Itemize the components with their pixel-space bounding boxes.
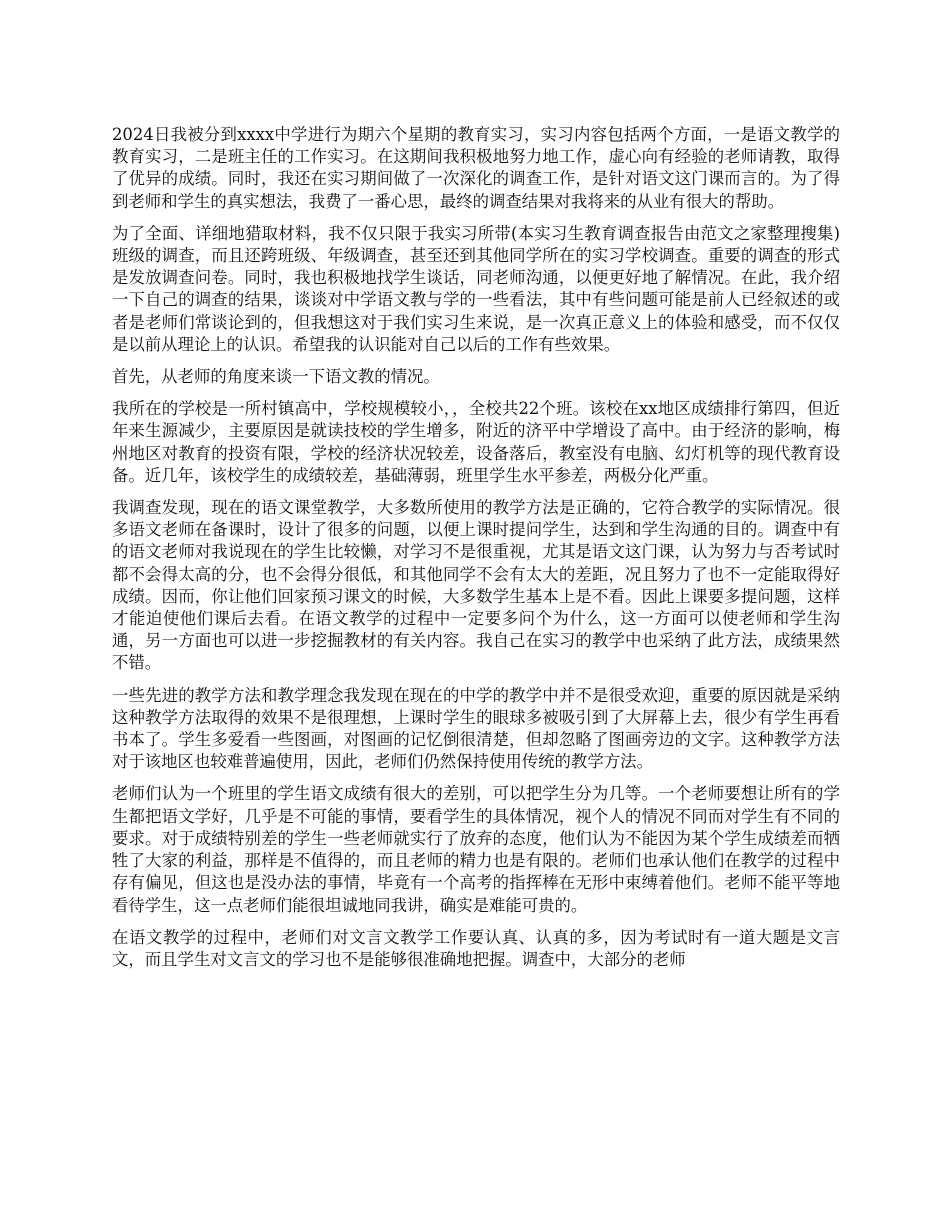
paragraph-8: 在语文教学的过程中，老师们对文言文教学工作要认真、认真的多，因为考试时有一道大题是文言文，而且学生对文言文的学习也不是能够很准确地把握。调查中，大部分的老师 xyxy=(112,927,840,969)
document-body xyxy=(112,124,840,981)
paragraph-7: 老师们认为一个班里的学生语文成绩有很大的差别，可以把学生分为几等。一个老师要想让所有的学生都把语文学好，几乎是不可能的事情，要看学生的具体情况，视个人的情况不同而对学生有不同的要求。对于成绩特别差的学生一些老师就实行了放弃的态度，他们认为不能因为某个学生成绩差而牺牲了大家的利益，那样是不值得的，而且老师的精力也是有限的。老师们也承认他们在教学的过程中存有偏见，但这也是没办法的事情，毕竟有一个高考的指挥棒在无形中束缚着他们。老师不能平等地看待学生，这一点老师们能很坦诚地同我讲，确实是难能可贵的。 xyxy=(112,784,840,915)
paragraph-6: 一些先进的教学方法和教学理念我发现在现在的中学的教学中并不是很受欢迎，重要的原因就是采纳这种教学方法取得的效果不是很理想，上课时学生的眼球多被吸引到了大屏幕上去，很少有学生再看书本了。学生多爱看一些图画，对图画的记忆倒很清楚，但却忽略了图画旁边的文字。这种教学方法对于该地区也较难普遍使用，因此，老师们仍然保持使用传统的教学方法。 xyxy=(112,685,840,772)
paragraph-1: 2024日我被分到xxxx中学进行为期六个星期的教育实习，实习内容包括两个方面，一是语文教学的教育实习，二是班主任的工作实习。在这期间我积极地努力地工作，虚心向有经验的老师请教，取得了优异的成绩。同时，我还在实习期间做了一次深化的调查工作，是针对语文这门课而言的。为了得到老师和学生的真实想法，我费了一番心思，最终的调查结果对我将来的从业有很大的帮助。 xyxy=(112,125,840,211)
paragraph-2: 为了全面、详细地猎取材料，我不仅只限于我实习所带(本实习生教育调查报告由范文之家整理搜集)班级的调查，而且还跨班级、年级调查，甚至还到其他同学所在的实习学校调查。重要的调查的形式是发放调查问卷。同时，我也积极地找学生谈话，同老师沟通，以便更好地了解情况。在此，我介绍一下自己的调查的结果，谈谈对中学语文教与学的一些看法，其中有些问题可能是前人已经叙述的或者是老师们常谈论到的，但我想这对于我们实习生来说，是一次真正意义上的体验和感受，而不仅仅是以前从理论上的认识。希望我的认识能对自己以后的工作有些效果。 xyxy=(112,223,840,354)
paragraph-5: 我调查发现，现在的语文课堂教学，大多数所使用的教学方法是正确的，它符合教学的实际情况。很多语文老师在备课时，设计了很多的问题，以便上课时提问学生，达到和学生沟通的目的。调查中有的语文老师对我说现在的学生比较懒，对学习不是很重视，尤其是语文这门课，认为努力与否考试时都不会得太高的分，也不会得分很低，和其他同学不会有太大的差距，况且努力了也不一定能取得好成绩。因而，你让他们回家预习课文的时候，大多数学生基本上是不看。因此上课要多提问题，这样才能迫使他们课后去看。在语文教学的过程中一定要多问个为什么，这一方面可以使老师和学生沟通，另一方面也可以进一步挖掘教材的有关内容。我自己在实习的教学中也采纳了此方法，成绩果然不错。 xyxy=(112,498,840,673)
paragraph-4: 我所在的学校是一所村镇高中，学校规模较小，，全校共22个班。该校在xx地区成绩排行第四，但近年来生源减少，主要原因是就读技校的学生增多，附近的济平中学增设了高中。由于经济的影响，梅州地区对教育的投资有限，学校的经济状况较差，设备落后，教室没有电脑、幻灯机等的现代教育设备。近几年，该校学生的成绩较差，基础薄弱，班里学生水平参差，两极分化严重。 xyxy=(112,399,840,485)
paragraph-3: 首先，从老师的角度来谈一下语文教的情况。 xyxy=(112,367,440,387)
